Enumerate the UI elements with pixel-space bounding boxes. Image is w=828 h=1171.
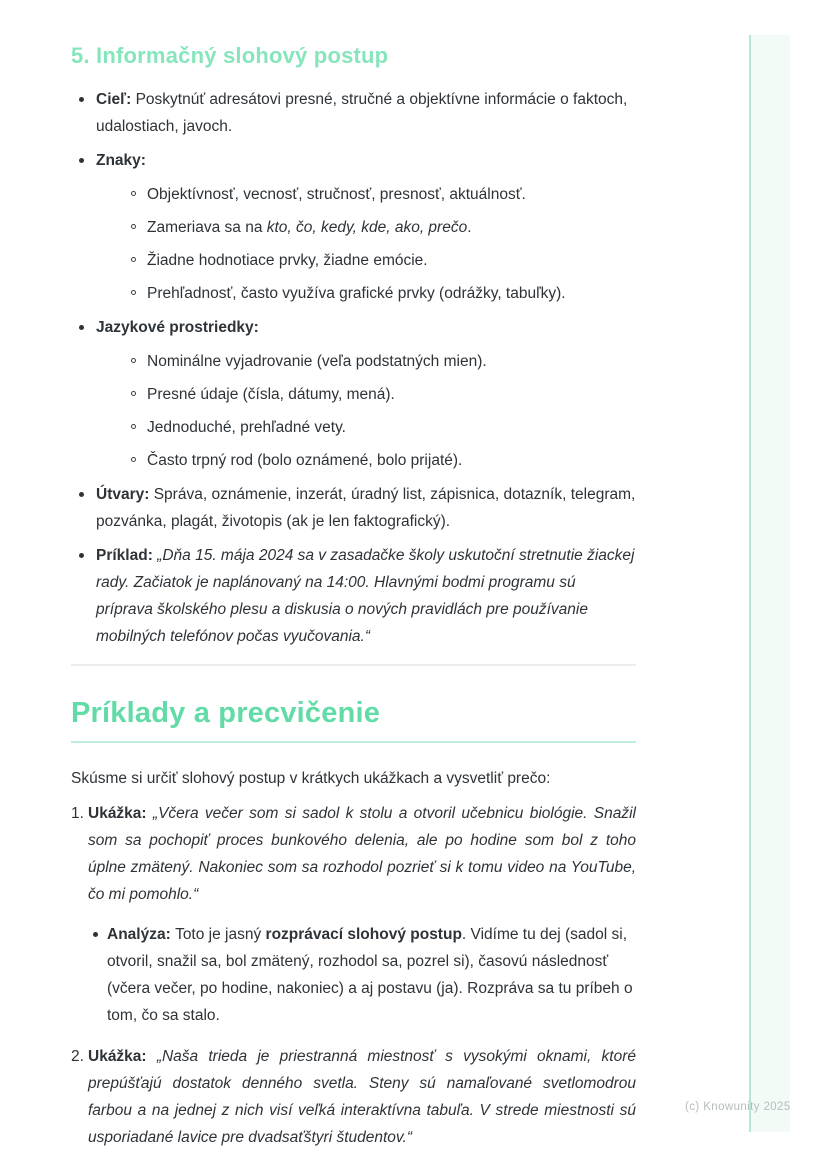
item-number: 1.: [71, 805, 84, 822]
list-item: [71, 542, 636, 650]
page-margin-line: [749, 35, 751, 1132]
text-run: Ukážka:: [88, 1048, 157, 1065]
text-run: Ukážka:: [88, 805, 153, 822]
text-run: Správa, oznámenie, inzerát, úradný list, zápisnica, dotazník, telegram, pozvánka, plagát, životopis (ak je len faktografický).: [96, 486, 636, 530]
text-run: Objektívnosť, vecnosť, stručnosť, presnosť, aktuálnosť.: [147, 186, 526, 203]
bullet-icon: [79, 97, 84, 102]
analysis-item: [88, 921, 636, 1029]
practice-heading: Príklady a precvičenie: [71, 696, 636, 743]
list-item-text: [96, 542, 636, 650]
section-heading: 5. Informačný slohový postup: [71, 43, 389, 68]
text-run: . Vidíme tu dej (sadol si, otvoril, snažil sa, bol zmätený, rozhodol sa, pozrel si), časovú následnosť (včera večer, po hodine, nakoniec) a aj postavu (ja). Rozpráva sa tu príbeh o tom, čo sa stalo.: [107, 926, 633, 1024]
sub-list-item: [122, 447, 636, 474]
text-run: Jazykové prostriedky:: [96, 319, 259, 336]
sub-list-item: [122, 414, 636, 441]
bullet-icon: [93, 932, 98, 937]
sub-item-text: [147, 280, 636, 307]
numbered-item: [71, 800, 636, 1029]
bullet-icon: [79, 553, 84, 558]
sub-list-item: [122, 214, 636, 241]
text-run: Často trpný rod (bolo oznámené, bolo prijaté).: [147, 452, 463, 469]
list-item: [71, 86, 636, 140]
text-run: Poskytnúť adresátovi presné, stručné a objektívne informácie o faktoch, udalostiach, javoch.: [96, 91, 628, 135]
topic-list: [71, 86, 636, 650]
text-run: Príklad:: [96, 547, 158, 564]
sub-list: [122, 348, 636, 474]
sub-item-text: [147, 414, 636, 441]
text-run: .: [467, 219, 472, 236]
list-item-text: [96, 314, 636, 341]
text-run: Cieľ:: [96, 91, 136, 108]
circle-bullet-icon: [131, 290, 136, 295]
sub-item-text: [147, 247, 636, 274]
analysis-text: [107, 921, 636, 1029]
list-item-text: [96, 86, 636, 140]
sub-item-text: [147, 381, 636, 408]
bullet-icon: [79, 158, 84, 163]
item-text: [88, 800, 636, 908]
sub-item-text: [147, 348, 636, 375]
list-item: [71, 481, 636, 535]
text-run: rozprávací slohový postup: [265, 926, 462, 943]
circle-bullet-icon: [131, 457, 136, 462]
circle-bullet-icon: [131, 224, 136, 229]
practice-list: [71, 800, 636, 1151]
text-run: Nominálne vyjadrovanie (veľa podstatných mien).: [147, 353, 487, 370]
text-run: Zameriava sa na: [147, 219, 267, 236]
sub-list: [122, 181, 636, 307]
sub-list-item: [122, 181, 636, 208]
section-divider: [71, 664, 636, 666]
text-run: Presné údaje (čísla, dátumy, mená).: [147, 386, 395, 403]
document-content: [71, 0, 636, 1165]
text-run: „Naša trieda je priestranná miestnosť s vysokými oknami, ktoré prepúšťajú dostatok denného svetla. Steny sú namaľované svetlomodrou farbou a na jednej z nich visí veľká interaktívna tabuľa. V strede miestnosti sú usporiadané lavice pre dvadsaťštyri študentov.“: [88, 1048, 636, 1146]
sub-list-item: [122, 280, 636, 307]
list-item-text: [96, 147, 636, 174]
watermark: (c) Knowunity 2025: [685, 1101, 791, 1113]
text-run: Toto je jasný: [175, 926, 266, 943]
circle-bullet-icon: [131, 424, 136, 429]
text-run: Analýza:: [107, 926, 176, 943]
sub-list-item: [122, 247, 636, 274]
sub-list-item: [122, 348, 636, 375]
sub-list-item: [122, 381, 636, 408]
bullet-icon: [79, 325, 84, 330]
list-item: [71, 147, 636, 307]
analysis-list: [88, 921, 636, 1029]
list-item-text: [96, 481, 636, 535]
text-run: „Včera večer som si sadol k stolu a otvoril učebnicu biológie. Snažil som sa pochopiť proces bunkového delenia, ale po hodine som bol z toho úplne zmätený. Nakoniec som sa rozhodol pozrieť si k tomu video na YouTube, čo mi pomohlo.“: [88, 805, 636, 903]
circle-bullet-icon: [131, 191, 136, 196]
sub-item-text: [147, 181, 636, 208]
text-run: Útvary:: [96, 486, 154, 503]
circle-bullet-icon: [131, 358, 136, 363]
item-number: 2.: [71, 1048, 84, 1065]
text-run: Žiadne hodnotiace prvky, žiadne emócie.: [147, 252, 428, 269]
bullet-icon: [79, 492, 84, 497]
sub-item-text: [147, 447, 636, 474]
numbered-item: [71, 1043, 636, 1151]
text-run: Znaky:: [96, 152, 146, 169]
list-item: [71, 314, 636, 474]
circle-bullet-icon: [131, 257, 136, 262]
text-run: Prehľadnosť, často využíva grafické prvky (odrážky, tabuľky).: [147, 285, 566, 302]
text-run: kto, čo, kedy, kde, ako, prečo: [266, 219, 468, 236]
text-run: Jednoduché, prehľadné vety.: [147, 419, 346, 436]
sub-item-text: [147, 214, 636, 241]
page-margin-strip: [750, 35, 790, 1132]
circle-bullet-icon: [131, 391, 136, 396]
text-run: „Dňa 15. mája 2024 sa v zasadačke školy uskutoční stretnutie žiackej rady. Začiatok je naplánovaný na 14:00. Hlavnými bodmi programu sú príprava školského plesu a diskusia o nových pravidlách pre používanie mobilných telefónov počas vyučovania.“: [96, 547, 635, 645]
intro-paragraph: Skúsme si určiť slohový postup v krátkych ukážkach a vysvetliť prečo:: [71, 770, 551, 787]
item-text: [88, 1043, 636, 1151]
